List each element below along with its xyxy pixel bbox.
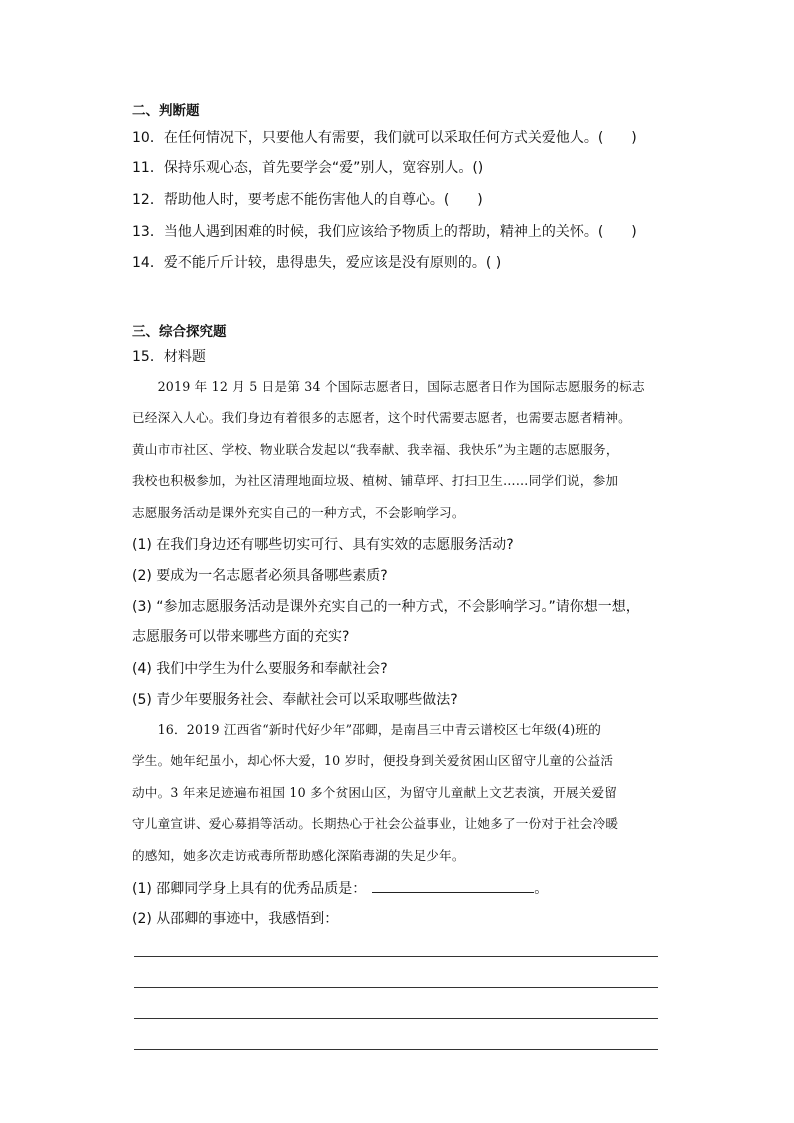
q16-material-line: 动中。3 年来足迹遍布祖国 10 多个贫困山区，为留守儿童献上文艺表演，开展关爱留: [132, 785, 618, 800]
answer-line[interactable]: [134, 1049, 658, 1050]
question-10: 10．在任何情况下，只要他人有需要，我们就可以采取任何方式关爱他人。( ): [132, 130, 637, 146]
question-12: 12．帮助他人时，要考虑不能伤害他人的自尊心。( ): [132, 192, 483, 208]
q15-material-line: 2019 年 12 月 5 日是第 34 个国际志愿者日，国际志愿者日作为国际志愿服务的标志: [132, 379, 645, 394]
answer-line[interactable]: [134, 987, 658, 988]
q16-material-line: 16．2019 江西省“新时代好少年”邵卿，是南昌三中青云谱校区七年级(4)班的: [132, 722, 602, 737]
answer-blank[interactable]: [372, 878, 534, 893]
q15-sub-question-4: (4) 我们中学生为什么要服务和奉献社会?: [132, 661, 388, 677]
q15-sub-question-1: (1) 在我们身边还有哪些切实可行、具有实效的志愿服务活动?: [132, 537, 514, 553]
q16-sub-question-1: [132, 878, 548, 899]
question-15-title: 15．材料题: [132, 349, 206, 365]
q16-sub-question-2: (2) 从邵卿的事迹中，我感悟到：: [132, 911, 339, 927]
question-11: 11．保持乐观心态，首先要学会“爱”别人，宽容别人。(): [132, 160, 484, 176]
q15-sub-question-3-cont: 志愿服务可以带来哪些方面的充实?: [132, 629, 350, 645]
q15-material-line: 黄山市市社区、学校、物业联合发起以“我奉献、我幸福、我快乐”为主题的志愿服务，: [132, 442, 619, 457]
q15-material-line: 已经深入人心。我们身边有着很多的志愿者，这个时代需要志愿者，也需要志愿者精神。: [132, 410, 631, 425]
answer-line[interactable]: [134, 1018, 658, 1019]
section-heading-judgment: 二、判断题: [132, 103, 200, 119]
answer-line[interactable]: [134, 956, 658, 957]
q16-material-line: 学生。她年纪虽小，却心怀大爱，10 岁时，便投身到关爱贫困山区留守儿童的公益活: [132, 753, 614, 768]
q15-sub-question-2: (2) 要成为一名志愿者必须具备哪些素质?: [132, 568, 388, 584]
question-14: 14．爱不能斤斤计较，患得患失，爱应该是没有原则的。( ): [132, 255, 502, 271]
q16-material-line: 守儿童宣讲、爱心募捐等活动。长期热心于社会公益事业，让她多了一份对于社会冷暖: [132, 816, 619, 831]
q15-sub-question-3: (3) “参加志愿服务活动是课外充实自己的一种方式，不会影响学习。”请你想一想，: [132, 599, 640, 615]
q16-sub-question-1-text: (1) 邵卿同学身上具有的优秀品质是：: [132, 881, 367, 897]
q15-sub-question-5: (5) 青少年要服务社会、奉献社会可以采取哪些做法?: [132, 692, 458, 708]
q16-material-line: 的感知，她多次走访戒毒所帮助感化深陷毒湖的失足少年。: [132, 848, 465, 863]
section-heading-inquiry: 三、综合探究题: [132, 324, 227, 340]
question-13: 13．当他人遇到困难的时候，我们应该给予物质上的帮助，精神上的关怀。( ): [132, 224, 637, 240]
q15-material-line: 我校也积极参加，为社区清理地面垃圾、植树、铺草坪、打扫卫生……同学们说，参加: [132, 473, 619, 488]
q16-sub-question-1-end: 。: [534, 881, 549, 897]
q15-material-line: 志愿服务活动是课外充实自己的一种方式，不会影响学习。: [132, 505, 465, 520]
